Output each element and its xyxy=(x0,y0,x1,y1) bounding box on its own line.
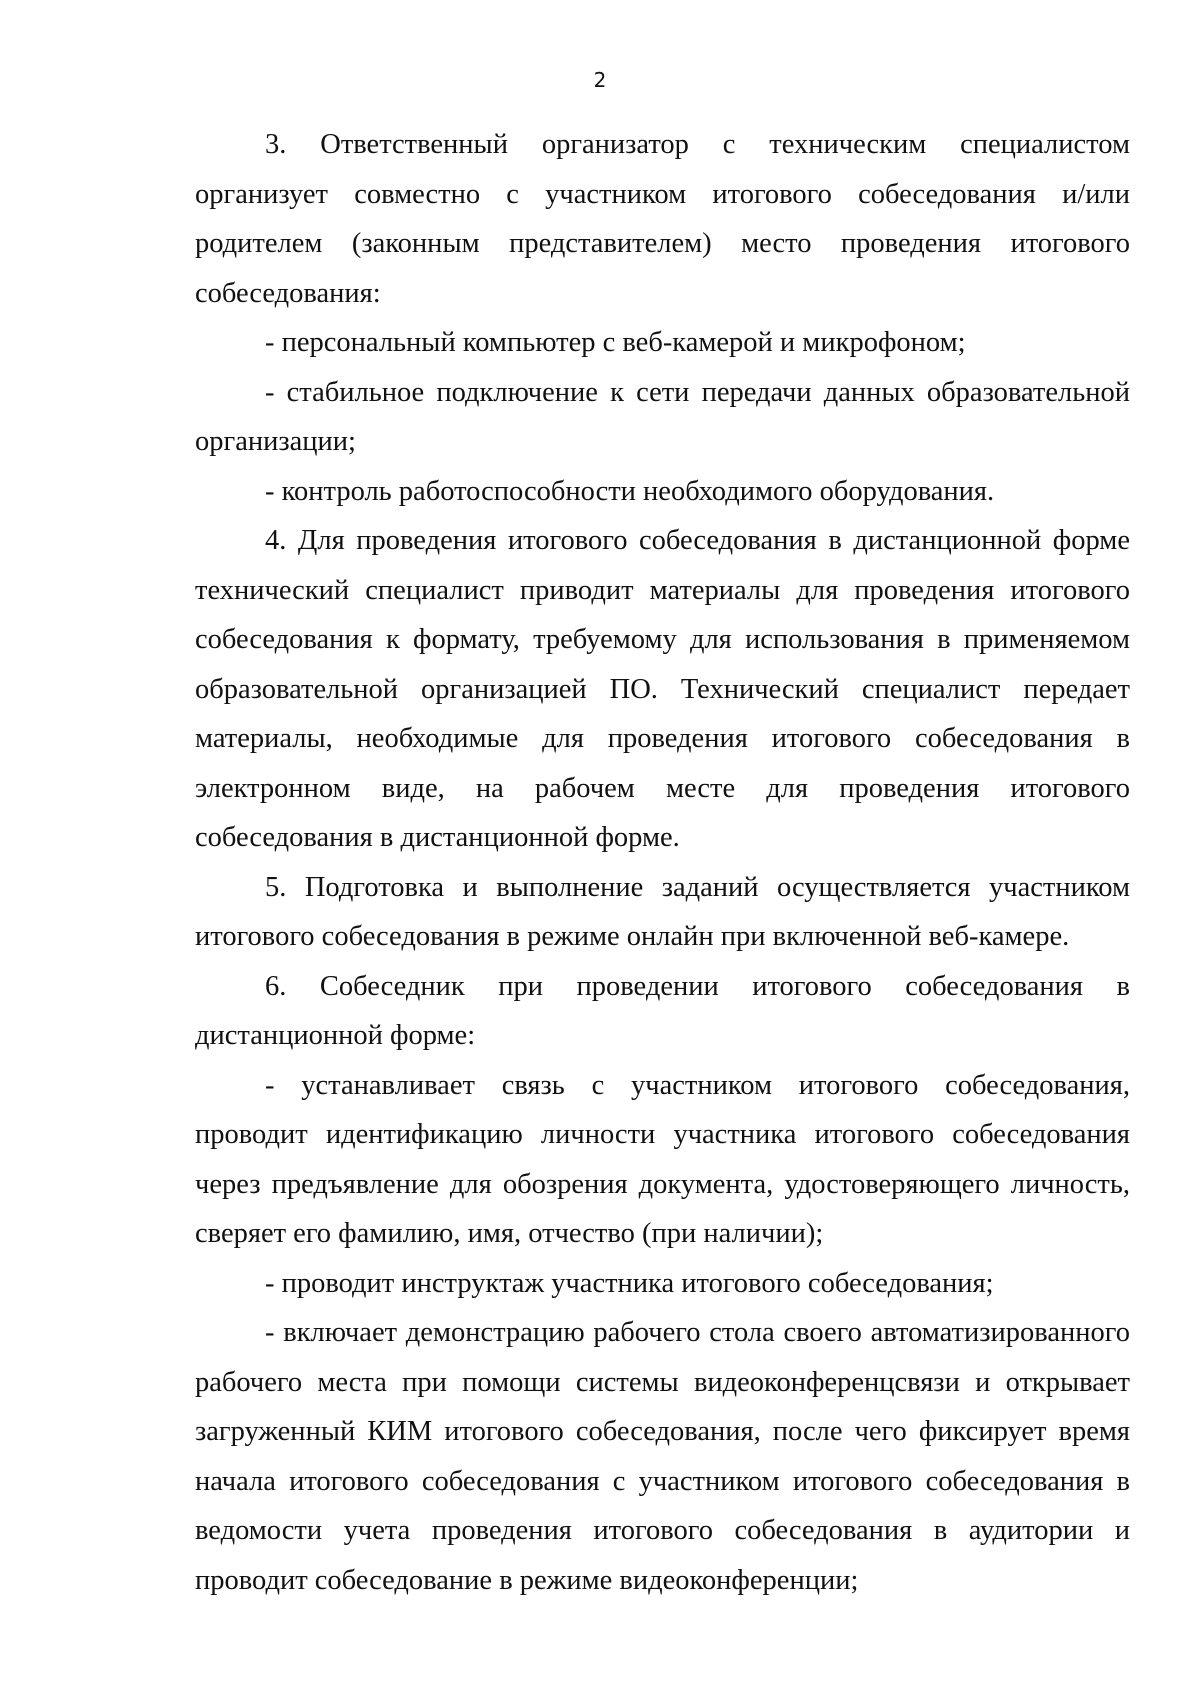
page-number: 2 xyxy=(593,68,607,92)
paragraph-4-materials: 4. Для проведения итогового собеседования в дистанционной форме технический специалист приводит материалы для проведения итогового собеседования к формату, требуемому для использования в применяемом образовательной организацией ПО. Технический специалист передает материалы, необходимые для проведения итогового собеседования в электронном виде, на рабочем месте для проведения итогового собеседования в дистанционной форме. xyxy=(195,525,1130,853)
list-item-computer: - персональный компьютер с веб-камерой и микрофоном; xyxy=(265,327,966,358)
list-item-network: - стабильное подключение к сети передачи данных образовательной организации; xyxy=(195,376,1130,457)
list-item-equipment-check: - контроль работоспособности необходимого оборудования. xyxy=(265,475,995,507)
paragraph-5-tasks: 5. Подготовка и выполнение заданий осуществляется участником итогового собеседования в режиме онлайн при включенной веб-камере. xyxy=(195,871,1130,952)
paragraph-3-organization: 3. Ответственный организатор с техническим специалистом организует совместно с участником итогового собеседования и/или родителем (законным представителем) место проведения итогового собеседования: xyxy=(195,129,1130,309)
list-item-identification: - устанавливает связь с участником итогового собеседования, проводит идентификацию личности участника итогового собеседования через предъявление для обозрения документа, удостоверяющего личность, сверяет его фамилию, имя, отчество (при наличии); xyxy=(195,1069,1130,1249)
document-body xyxy=(195,120,1130,1605)
list-item-instruction: - проводит инструктаж участника итогового собеседования; xyxy=(265,1267,994,1299)
list-item-screen-share: - включает демонстрацию рабочего стола своего автоматизированного рабочего места при помощи системы видеоконференцсвязи и открывает загруженный КИМ итогового собеседования, после чего фиксирует время начала итогового собеседования с участником итогового собеседования в ведомости учета проведения итогового собеседования в аудитории и проводит собеседование в режиме видеоконференции; xyxy=(195,1317,1130,1596)
paragraph-6-interviewer: 6. Собеседник при проведении итогового собеседования в дистанционной форме: xyxy=(195,970,1130,1051)
